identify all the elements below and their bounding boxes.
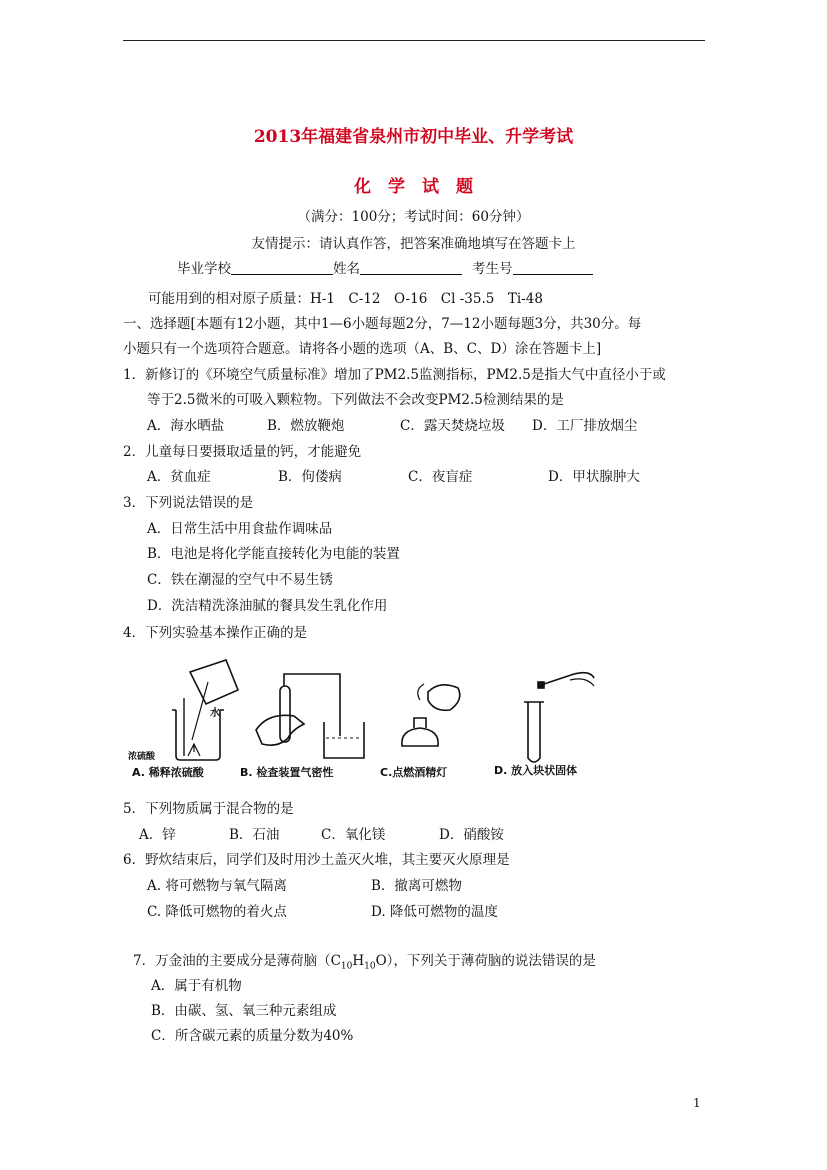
page-subtitle: 化 学 试 题 (354, 177, 473, 197)
exam-no-label: 考生号 (472, 261, 513, 277)
q5-option-b: B．石油 (229, 827, 280, 843)
q4-caption-c: C.点燃酒精灯 (380, 766, 448, 779)
q3-stem: 3．下列说法错误的是 (123, 495, 254, 511)
exam-no-field[interactable] (513, 260, 593, 275)
score-time: （满分：100分；考试时间：60分钟） (297, 209, 530, 225)
header-rule (123, 40, 705, 41)
q1-option-d: D．工厂排放烟尘 (532, 418, 638, 434)
q3-option-c: C．铁在潮湿的空气中不易生锈 (147, 572, 333, 588)
atomic-masses: 可能用到的相对原子质量：H-1 C-12 O-16 Cl -35.5 Ti-48 (148, 291, 543, 307)
q7-h: H (352, 953, 365, 969)
q7-o: O） (375, 953, 394, 969)
q2-option-b: B．佝偻病 (278, 469, 342, 485)
tilted-beaker-icon (190, 660, 238, 704)
alcohol-lamp-icon (402, 728, 438, 746)
section1-line1: 一、选择题[本题有12小题，其中1—6小题每题2分，7—12小题每题3分，共30分。每 (123, 316, 642, 332)
tip-text: 友情提示：请认真作答，把答案准确地填写在答题卡上 (251, 236, 576, 252)
q3-option-d: D．洗洁精洗涤油腻的餐具发生乳化作用 (147, 598, 388, 614)
q4-caption-d: D. 放入块状固体 (494, 764, 578, 777)
q1-option-c: C．露天焚烧垃圾 (400, 418, 505, 434)
q6-option-c: C. 降低可燃物的着火点 (147, 904, 287, 920)
tongs-icon (544, 673, 594, 684)
q2-option-a: A．贫血症 (147, 469, 211, 485)
q7-sub-c: 10 (340, 961, 353, 972)
q1-option-b: B．燃放鞭炮 (267, 418, 345, 434)
q7-option-c: C．所含碳元素的质量分数为40% (151, 1028, 354, 1044)
q7-sub-h: 10 (364, 961, 376, 972)
label-water: 水 (210, 708, 220, 719)
test-tube-d-icon (528, 702, 540, 762)
q4-caption-a: A. 稀释浓硫酸 (132, 766, 204, 779)
q3-option-b: B．电池是将化学能直接转化为电能的装置 (147, 546, 400, 562)
alcohol-lamp-tilted-icon (428, 685, 460, 710)
q3-option-a: A．日常生活中用食盐作调味品 (147, 521, 333, 537)
q6-option-a: A. 将可燃物与氧气隔离 (147, 878, 287, 894)
water-beaker-icon (324, 722, 364, 758)
q5-option-c: C．氧化镁 (321, 827, 386, 843)
q6-option-d: D. 降低可燃物的温度 (371, 904, 498, 920)
info-fields (177, 260, 593, 278)
q5-option-a: A．锌 (139, 827, 176, 843)
section1-line2: 小题只有一个选项符合题意。请将各小题的选项（A、B、C、D）涂在答题卡上] (123, 341, 602, 357)
q5-option-d: D．硝酸铵 (439, 827, 504, 843)
q6-option-b: B．撤离可燃物 (371, 878, 462, 894)
q1-line1: 1．新修订的《环境空气质量标准》增加了PM2.5监测指标，PM2.5是指大气中直径小于或 (123, 367, 666, 383)
page-title: 2013年福建省泉州市初中毕业、升学考试 (253, 127, 574, 147)
q1-line2: 等于2.5微米的可吸入颗粒物。下列做法不会改变PM2.5检测结果的是 (147, 392, 564, 408)
q7-option-a: A．属于有机物 (151, 978, 242, 994)
q2-option-c: C．夜盲症 (408, 469, 473, 485)
q4-caption-b: B. 检查装置气密性 (240, 766, 334, 779)
label-conc-acid: 浓硫酸 (128, 752, 156, 762)
q7-stem-pre: 7．万金油的主要成分是薄荷脑（C (133, 953, 341, 969)
page-number: 1 (693, 1096, 701, 1110)
school-field[interactable] (231, 260, 333, 275)
q2-option-d: D．甲状腺肿大 (548, 469, 640, 485)
q7-stem (133, 952, 596, 976)
name-label: 姓名 (333, 261, 360, 277)
q2-stem: 2．儿童每日要摄取适量的钙，才能避免 (123, 444, 362, 460)
q6-stem: 6．野炊结束后，同学们及时用沙土盖灭火堆，其主要灭火原理是 (123, 852, 510, 868)
q7-stem-post: ，下列关于薄荷脑的说法错误的是 (393, 953, 596, 969)
name-field[interactable] (360, 260, 462, 275)
q1-option-a: A．海水晒盐 (147, 418, 225, 434)
test-tube-icon (280, 686, 290, 742)
q5-stem: 5．下列物质属于混合物的是 (123, 801, 294, 817)
q4-stem: 4．下列实验基本操作正确的是 (123, 625, 308, 641)
school-label: 毕业学校 (177, 261, 231, 277)
q7-option-b: B．由碳、氢、氧三种元素组成 (151, 1003, 337, 1019)
q4-figure (128, 652, 598, 782)
